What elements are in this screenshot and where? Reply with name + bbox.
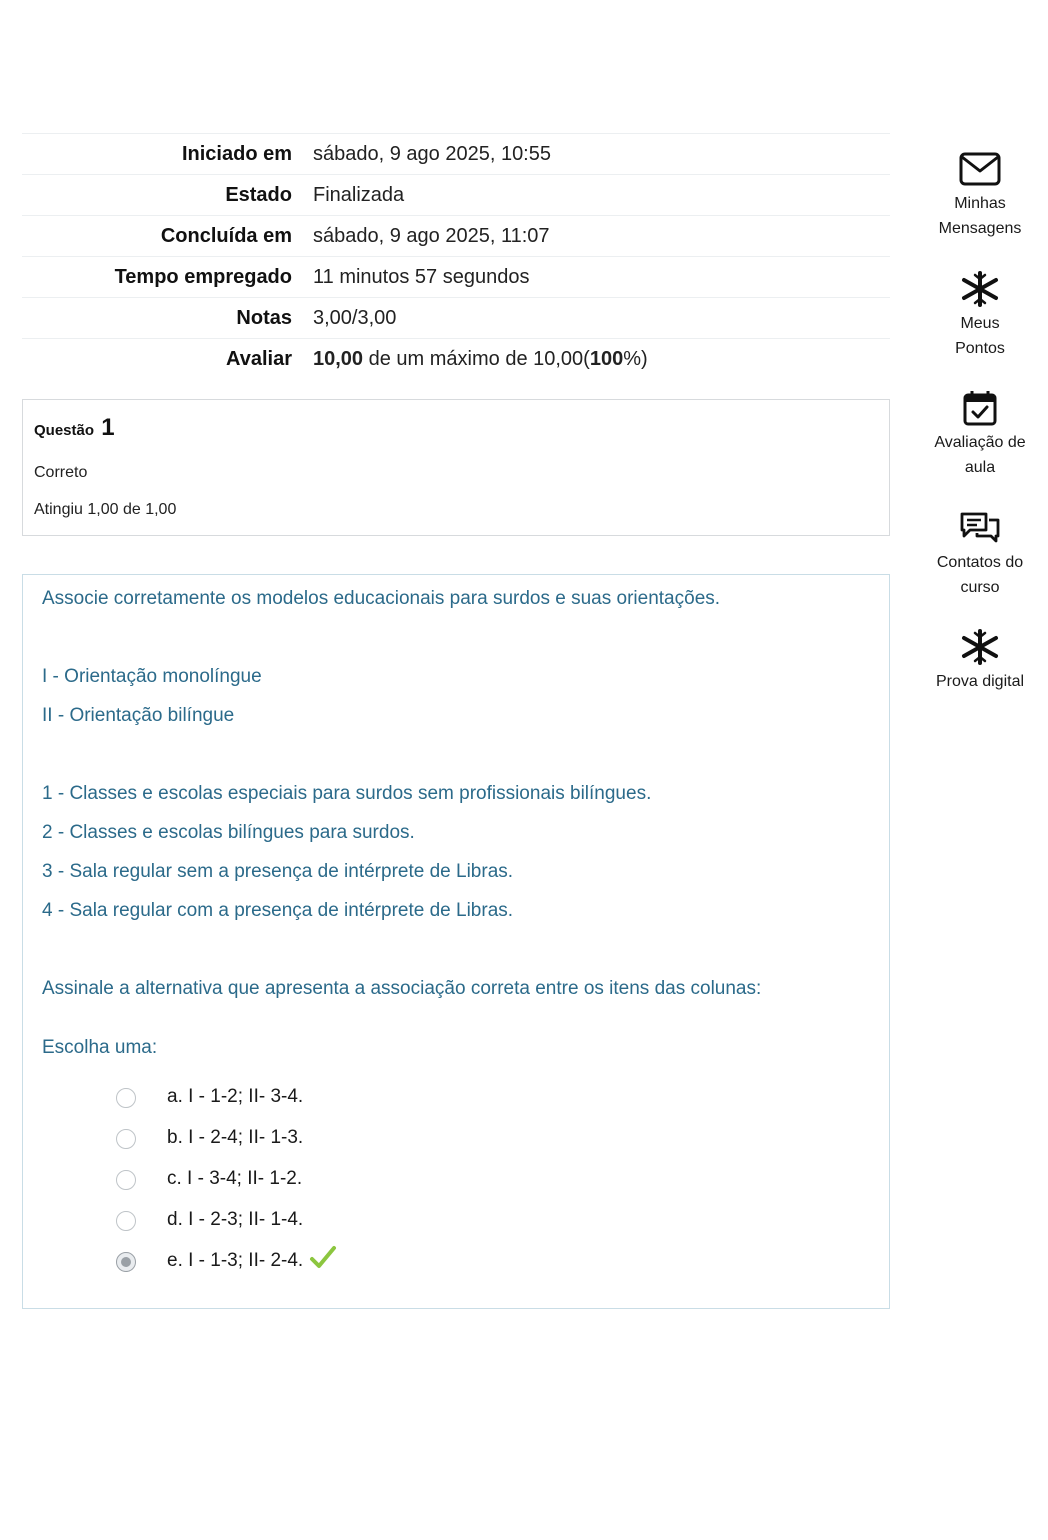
- sidebar-item-messages[interactable]: [912, 151, 1048, 241]
- summary-row-grades: [22, 298, 890, 339]
- correct-check-icon: [309, 1244, 337, 1272]
- summary-value: sábado, 9 ago 2025, 10:55: [313, 134, 890, 175]
- question-text-line: 1 - Classes e escolas especiais para surdos sem profissionais bilíngues.: [42, 783, 652, 804]
- radio-button[interactable]: [116, 1211, 136, 1231]
- summary-value: 3,00/3,00: [313, 298, 890, 339]
- summary-label: Estado: [22, 175, 313, 216]
- question-text-line: I - Orientação monolíngue: [42, 666, 262, 687]
- sidebar-item-points[interactable]: [912, 271, 1048, 361]
- snowflake-icon: [961, 629, 999, 665]
- score-middle: de um máximo de 10,00(: [363, 348, 590, 370]
- answer-option-e[interactable]: [115, 1250, 515, 1280]
- question-number: 1: [101, 414, 115, 441]
- sidebar-item-label: aula: [964, 459, 996, 476]
- summary-row-time: [22, 257, 890, 298]
- summary-row-completed: [22, 216, 890, 257]
- summary-value: sábado, 9 ago 2025, 11:07: [313, 216, 890, 257]
- sidebar-item-label: curso: [960, 579, 1000, 596]
- sidebar-item-label: Contatos do: [936, 554, 1024, 571]
- summary-row-avaliar: [22, 339, 890, 380]
- summary-value: [313, 339, 890, 380]
- attempt-summary-table: [22, 133, 890, 379]
- summary-value: 11 minutos 57 segundos: [313, 257, 890, 298]
- question-prompt: Escolha uma:: [42, 1037, 158, 1058]
- question-text-line: 4 - Sala regular com a presença de intérprete de Libras.: [42, 900, 514, 921]
- envelope-icon: [958, 151, 1002, 187]
- sidebar-item-class-evaluation[interactable]: [912, 390, 1048, 480]
- question-text-line: 2 - Classes e escolas bilíngues para surdos.: [42, 822, 415, 843]
- question-title-prefix: Questão: [34, 422, 95, 439]
- answer-label: d. I - 2-3; II- 1-4.: [167, 1209, 304, 1230]
- summary-label: Notas: [22, 298, 313, 339]
- question-title: [34, 414, 115, 442]
- calendar-check-icon: [961, 390, 999, 426]
- answer-label: b. I - 2-4; II- 1-3.: [167, 1127, 304, 1148]
- sidebar-item-label: Minhas: [954, 195, 1006, 212]
- sidebar-item-label: Avaliação de: [934, 434, 1026, 451]
- summary-label: Avaliar: [22, 339, 313, 380]
- answer-option-a[interactable]: [115, 1086, 515, 1116]
- question-text-line: Associe corretamente os modelos educacionais para surdos e suas orientações.: [42, 588, 721, 609]
- answer-option-c[interactable]: [115, 1168, 515, 1198]
- snowflake-icon: [961, 271, 999, 307]
- question-grade: Atingiu 1,00 de 1,00: [34, 501, 177, 518]
- answer-option-d[interactable]: [115, 1209, 515, 1239]
- summary-label: Concluída em: [22, 216, 313, 257]
- radio-button[interactable]: [116, 1088, 136, 1108]
- question-info-box: [22, 399, 890, 536]
- sidebar-item-course-contacts[interactable]: [912, 510, 1048, 600]
- radio-button[interactable]: [116, 1170, 136, 1190]
- chat-bubbles-icon: [959, 510, 1001, 546]
- answer-label: c. I - 3-4; II- 1-2.: [167, 1168, 303, 1189]
- summary-row-state: [22, 175, 890, 216]
- question-text-line: 3 - Sala regular sem a presença de intérprete de Libras.: [42, 861, 514, 882]
- question-text-line: II - Orientação bilíngue: [42, 705, 235, 726]
- answer-label: e. I - 1-3; II- 2-4.: [167, 1250, 304, 1271]
- radio-button-selected[interactable]: [116, 1252, 136, 1272]
- question-content-box: [22, 574, 890, 1309]
- score-end: %): [623, 348, 648, 370]
- summary-row-started: [22, 134, 890, 175]
- sidebar-item-digital-exam[interactable]: [912, 629, 1048, 694]
- answer-option-b[interactable]: [115, 1127, 515, 1157]
- score-percent: 100: [589, 348, 624, 370]
- sidebar-item-label: Pontos: [955, 340, 1005, 357]
- answer-label: a. I - 1-2; II- 3-4.: [167, 1086, 304, 1107]
- summary-value: Finalizada: [313, 175, 890, 216]
- question-text-line: Assinale a alternativa que apresenta a associação correta entre os itens das colunas:: [42, 978, 762, 999]
- sidebar-item-label: Meus: [960, 315, 1000, 332]
- summary-label: Iniciado em: [22, 134, 313, 175]
- question-state: Correto: [34, 464, 88, 481]
- score-value: 10,00: [313, 348, 364, 370]
- sidebar-item-label: Mensagens: [938, 220, 1022, 237]
- sidebar-item-label: Prova digital: [935, 673, 1025, 690]
- radio-button[interactable]: [116, 1129, 136, 1149]
- summary-label: Tempo empregado: [22, 257, 313, 298]
